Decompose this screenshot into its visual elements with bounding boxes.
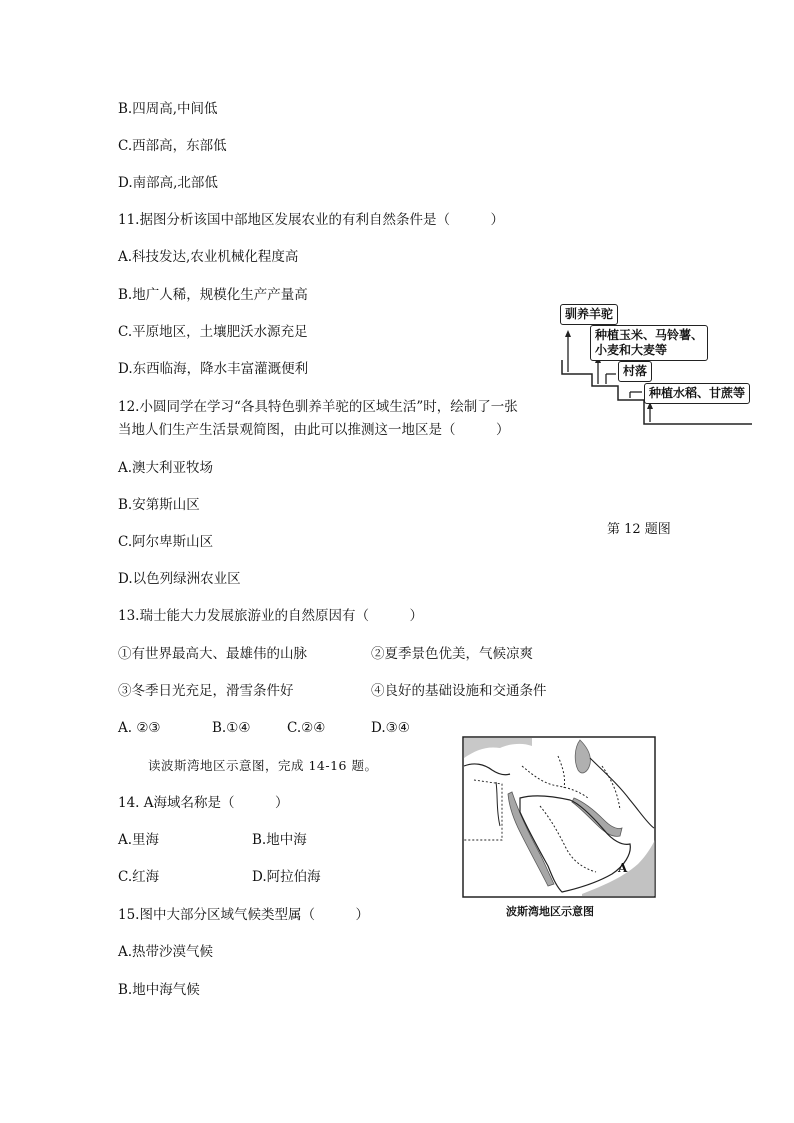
q12-box-highland-crops-line2: 小麦和大麦等 [595, 343, 668, 357]
q14-stem: 14. A海域名称是（ ） [118, 795, 289, 811]
q12-stem-line2: 当地人们生产生活景观简图，由此可以推测这一地区是（ ） [118, 422, 510, 438]
q14-option-c: C.红海 [118, 869, 160, 885]
map-label-a: A [618, 861, 628, 875]
q14-option-d: D.阿拉伯海 [252, 869, 321, 885]
q15-stem: 15.图中大部分区域气候类型属（ ） [118, 907, 369, 923]
q11-option-d: D.东西临海，降水丰富灌溉便利 [118, 361, 309, 377]
q10-option-b: B.四周高,中间低 [118, 101, 218, 117]
q13-option-b: B.①④ [212, 720, 251, 736]
q11-option-b: B.地广人稀，规模化生产产量高 [118, 287, 308, 303]
q12-figure-caption: 第 12 题图 [607, 522, 671, 537]
q12-option-d: D.以色列绿洲农业区 [118, 571, 241, 587]
q12-box-alpaca: 驯养羊驼 [560, 304, 618, 325]
intro-14-16: 读波斯湾地区示意图，完成 14-16 题。 [148, 758, 378, 773]
q13-item-2: ②夏季景色优美，气候凉爽 [371, 646, 533, 662]
persian-gulf-map-drawing [462, 736, 656, 898]
map-caption: 波斯湾地区示意图 [506, 905, 594, 918]
q11-option-a: A.科技发达,农业机械化程度高 [118, 249, 299, 265]
q13-option-c: C.②④ [287, 720, 326, 736]
q12-option-b: B.安第斯山区 [118, 497, 200, 513]
q13-item-1: ①有世界最高大、最雄伟的山脉 [118, 646, 307, 662]
q13-option-d: D.③④ [371, 720, 410, 736]
q14-option-b: B.地中海 [252, 832, 307, 848]
q12-option-c: C.阿尔卑斯山区 [118, 534, 214, 550]
q13-item-4: ④良好的基础设施和交通条件 [371, 683, 547, 699]
q15-option-b: B.地中海气候 [118, 982, 200, 998]
q12-box-highland-crops [590, 325, 708, 361]
q15-option-a: A.热带沙漠气候 [118, 944, 214, 960]
q13-option-a: A. ②③ [118, 720, 161, 736]
q11-stem: 11.据图分析该国中部地区发展农业的有利自然条件是（ ） [118, 212, 504, 228]
q10-option-d: D.南部高,北部低 [118, 175, 218, 191]
q12-option-a: A.澳大利亚牧场 [118, 460, 214, 476]
q13-item-3: ③冬季日光充足，滑雪条件好 [118, 683, 294, 699]
q12-box-highland-crops-line1: 种植玉米、马铃薯、 [595, 328, 704, 342]
q13-stem: 13.瑞士能大力发展旅游业的自然原因有（ ） [118, 608, 423, 624]
q14-option-a: A.里海 [118, 832, 160, 848]
q12-box-lowland-crops: 种植水稻、甘蔗等 [644, 383, 750, 404]
q11-option-c: C.平原地区，土壤肥沃水源充足 [118, 324, 308, 340]
q10-option-c: C.西部高，东部低 [118, 138, 227, 154]
q12-stem-line1: 12.小圆同学在学习“各具特色驯养羊驼的区域生活”时，绘制了一张 [118, 399, 518, 415]
q12-box-village: 村落 [618, 361, 652, 382]
